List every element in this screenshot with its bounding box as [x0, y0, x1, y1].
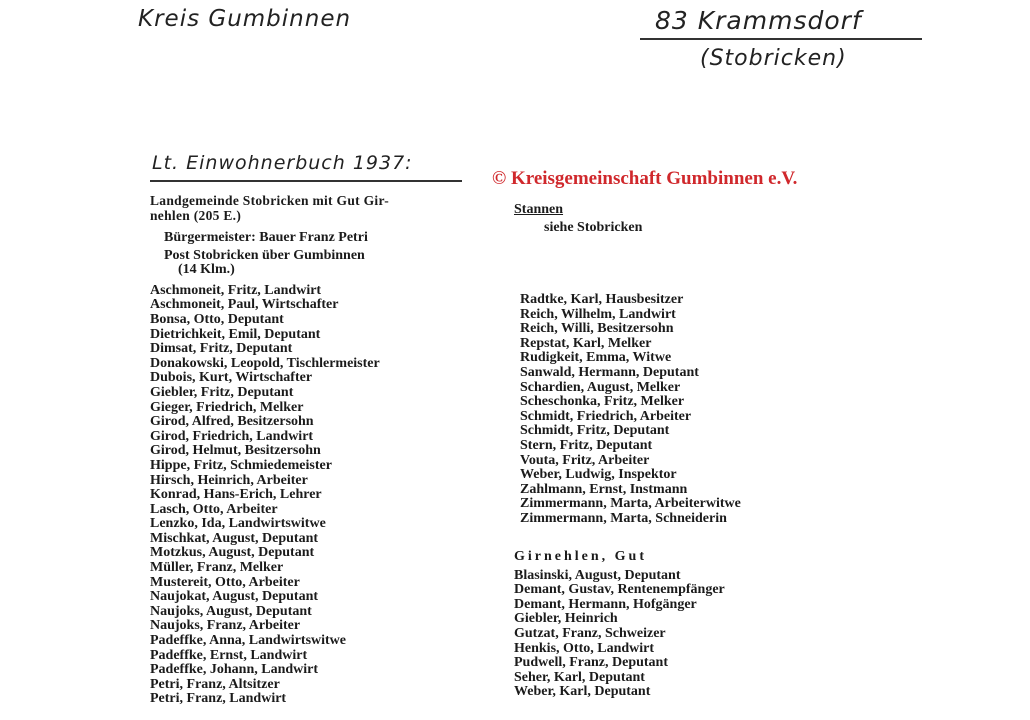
resident-entry: Naujoks, Franz, Arbeiter	[150, 618, 301, 634]
resident-entry: Rudigkeit, Emma, Witwe	[520, 350, 672, 366]
community-heading-line-2: nehlen (205 E.)	[150, 208, 242, 223]
resident-entry: Konrad, Hans-Erich, Lehrer	[150, 487, 322, 503]
resident-entry: Gieger, Friedrich, Melker	[150, 399, 304, 415]
place-heading: 83 Krammsdorf	[655, 6, 862, 35]
resident-entry: Repstat, Karl, Melker	[520, 335, 652, 351]
alt-place-name: (Stobricken)	[700, 46, 847, 71]
resident-entry: Mustereit, Otto, Arbeiter	[150, 574, 300, 590]
resident-entry: Gutzat, Franz, Schweizer	[514, 625, 666, 641]
resident-entry: Girod, Alfred, Besitzersohn	[150, 414, 314, 430]
place-underline	[640, 38, 922, 40]
community-heading-line-1: Landgemeinde Stobricken mit Gut Gir-	[150, 193, 390, 208]
resident-entry: Aschmoneit, Fritz, Landwirt	[150, 282, 322, 298]
source-note: Lt. Einwohnerbuch 1937:	[152, 152, 413, 174]
resident-entry: Zimmermann, Marta, Arbeiterwitwe	[520, 496, 741, 512]
resident-entry: Naujokat, August, Deputant	[150, 589, 319, 605]
resident-entry: Lasch, Otto, Arbeiter	[150, 501, 278, 517]
resident-entry: Naujoks, August, Deputant	[150, 603, 312, 619]
resident-entry: Reich, Willi, Besitzersohn	[520, 321, 674, 337]
resident-entry: Seher, Karl, Deputant	[514, 669, 645, 685]
resident-entry: Padeffke, Johann, Landwirt	[150, 662, 319, 678]
resident-entry: Vouta, Fritz, Arbeiter	[520, 452, 650, 468]
resident-entry: Demant, Hermann, Hofgänger	[514, 596, 697, 612]
resident-entry: Demant, Gustav, Rentenempfänger	[514, 582, 725, 598]
stannen-reference: siehe Stobricken	[544, 219, 643, 235]
resident-entry: Pudwell, Franz, Deputant	[514, 655, 668, 671]
resident-entry: Lenzko, Ida, Landwirtswitwe	[150, 516, 326, 532]
resident-entry: Padeffke, Anna, Landwirtswitwe	[150, 633, 347, 649]
resident-entry: Scheschonka, Fritz, Melker	[520, 394, 685, 410]
resident-entry: Radtke, Karl, Hausbesitzer	[520, 292, 684, 307]
resident-entry: Petri, Franz, Landwirt	[150, 691, 287, 707]
right-column-top	[514, 203, 834, 235]
resident-entry: Mischkat, August, Deputant	[150, 530, 319, 546]
resident-entry: Padeffke, Ernst, Landwirt	[150, 647, 308, 663]
source-underline	[150, 180, 462, 182]
resident-entry: Müller, Franz, Melker	[150, 560, 284, 576]
resident-entry: Henkis, Otto, Landwirt	[514, 640, 655, 656]
resident-entry: Motzkus, August, Deputant	[150, 545, 315, 561]
resident-entry: Girod, Helmut, Besitzersohn	[150, 443, 321, 459]
gut-resident-list	[514, 569, 725, 700]
resident-entry: Petri, Franz, Altsitzer	[150, 676, 280, 692]
resident-entry: Giebler, Fritz, Deputant	[150, 384, 294, 400]
stannen-title: Stannen	[514, 202, 564, 217]
resident-entry: Giebler, Heinrich	[514, 611, 618, 627]
resident-entry: Schardien, August, Melker	[520, 379, 681, 395]
kreis-heading: Kreis Gumbinnen	[138, 6, 352, 32]
resident-entry: Dimsat, Fritz, Deputant	[150, 341, 293, 357]
post-line-2: (14 Klm.)	[178, 262, 235, 278]
resident-entry: Hirsch, Heinrich, Arbeiter	[150, 472, 308, 488]
mayor-line: Bürgermeister: Bauer Franz Petri	[164, 230, 368, 245]
resident-entry: Schmidt, Fritz, Deputant	[520, 423, 670, 439]
post-line-1: Post Stobricken über Gumbinnen	[164, 247, 365, 263]
resident-entry: Bonsa, Otto, Deputant	[150, 311, 284, 327]
resident-entry: Dietrichkeit, Emil, Deputant	[150, 326, 321, 342]
left-resident-list	[150, 284, 495, 707]
resident-entry: Donakowski, Leopold, Tischlermeister	[150, 355, 380, 371]
resident-entry: Weber, Ludwig, Inspektor	[520, 467, 677, 483]
resident-entry: Zimmermann, Marta, Schneiderin	[520, 510, 727, 526]
left-column	[150, 193, 495, 707]
resident-entry: Blasinski, August, Deputant	[514, 567, 681, 583]
resident-entry: Schmidt, Friedrich, Arbeiter	[520, 408, 692, 424]
right-resident-list	[520, 293, 741, 527]
gut-title: Girnehlen, Gut	[514, 549, 648, 564]
resident-entry: Girod, Friedrich, Landwirt	[150, 428, 314, 444]
resident-entry: Sanwald, Hermann, Deputant	[520, 364, 699, 380]
resident-entry: Dubois, Kurt, Wirtschafter	[150, 370, 313, 386]
resident-entry: Weber, Karl, Deputant	[514, 684, 651, 700]
resident-entry: Hippe, Fritz, Schmiedemeister	[150, 457, 332, 473]
resident-entry: Stern, Fritz, Deputant	[520, 437, 653, 453]
resident-entry: Zahlmann, Ernst, Instmann	[520, 481, 688, 497]
copyright-notice: © Kreisgemeinschaft Gumbinnen e.V.	[492, 168, 798, 189]
resident-entry: Reich, Wilhelm, Landwirt	[520, 306, 676, 322]
resident-entry: Aschmoneit, Paul, Wirtschafter	[150, 297, 339, 313]
gut-section	[514, 550, 725, 700]
